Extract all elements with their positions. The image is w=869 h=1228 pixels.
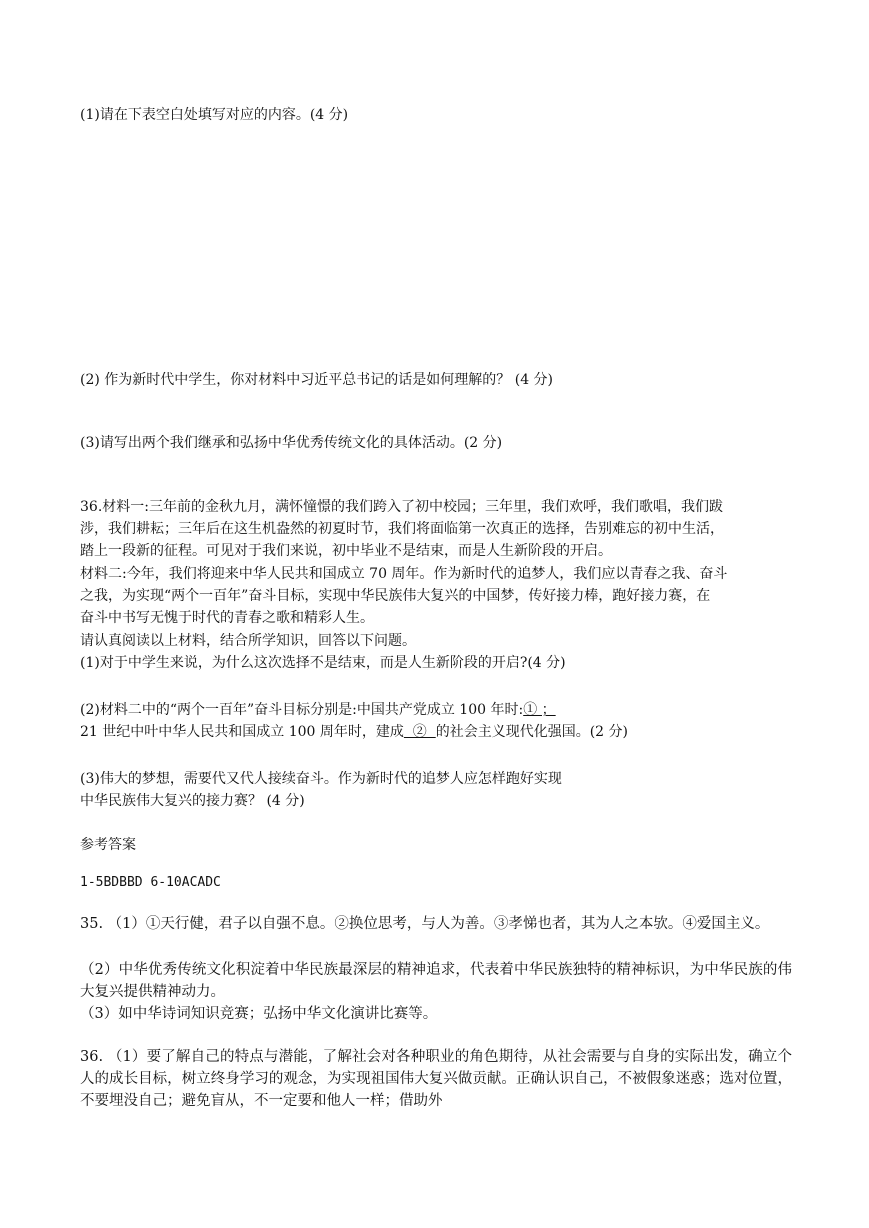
- q36-part2-text: (2)材料二中的“两个一百年”奋斗目标分别是:中国共产党成立 100 年时:: [80, 702, 524, 718]
- q36-part1: (1)对于中学生来说，为什么这次选择不是结束，而是人生新阶段的开启?(4 分): [80, 655, 566, 671]
- answers-heading: 参考答案: [80, 837, 136, 853]
- q36-instruction: 请认真阅读以上材料，结合所学知识，回答以下问题。: [80, 633, 416, 649]
- answer-35-part1: 35. （1）①天行健，君子以自强不息。②换位思考，与人为善。③孝悌也者，其为人之本欤。④爱国主义。: [80, 916, 770, 932]
- answer-35-part2: （2）中华优秀传统文化积淀着中华民族最深层的精神追求，代表着中华民族独特的精神标识，为中华民族的伟大复兴提供精神动力。: [80, 962, 792, 1000]
- q36-part3-line2: 中华民族伟大复兴的接力赛？ (4 分): [80, 793, 305, 809]
- q36-material2-line1: 材料二:今年，我们将迎来中华人民共和国成立 70 周年。作为新时代的追梦人，我们应以青春之我、奋斗: [80, 566, 728, 582]
- q36-material1-line2: 涉，我们耕耘；三年后在这生机盎然的初夏时节，我们将面临第一次真正的选择，告别难忘的初中生活，: [80, 521, 724, 537]
- q36-part2-line2: [80, 721, 628, 743]
- blank-2: ②: [403, 724, 436, 740]
- answers-choice: 1-5BDBBD 6-10ACADC: [80, 875, 221, 890]
- blank-1: ① ；: [523, 702, 556, 718]
- q36-material2-line3: 奋斗中书写无愧于时代的青春之歌和精彩人生。: [80, 610, 374, 626]
- q36-part2-text: 21 世纪中叶中华人民共和国成立 100 周年时，建成: [80, 724, 404, 740]
- q36-material1-line1: 36.材料一:三年前的金秋九月，满怀憧憬的我们跨入了初中校园；三年里，我们欢呼，我们歌唱，我们跋: [80, 499, 723, 515]
- q36-material2-line2: 之我，为实现“两个一百年”奋斗目标，实现中华民族伟大复兴的中国梦，传好接力棒，跑好接力赛，在: [80, 588, 711, 604]
- q36-material1-line3: 踏上一段新的征程。可见对于我们来说，初中毕业不是结束，而是人生新阶段的开启。: [80, 543, 612, 559]
- q36-part2-text: 的社会主义现代化强国。(2 分): [435, 724, 628, 740]
- q36-part2-line1: [80, 699, 556, 721]
- q36-part3-line1: (3)伟大的梦想，需要代又代人接续奋斗。作为新时代的追梦人应怎样跑好实现: [80, 771, 562, 787]
- q35-part1: (1)请在下表空白处填写对应的内容。(4 分): [80, 107, 349, 123]
- answer-35-part3: （3）如中华诗词知识竞赛；弘扬中华文化演讲比赛等。: [80, 1006, 438, 1022]
- q35-part3: (3)请写出两个我们继承和弘扬中华优秀传统文化的具体活动。(2 分): [80, 435, 503, 451]
- answer-36-part1: 36. （1）要了解自己的特点与潜能，了解社会对各种职业的角色期待，从社会需要与自身的实际出发，确立个人的成长目标，树立终身学习的观念，为实现祖国伟大复兴做贡献。正确认识自己，不被假象迷惑；选对位置，不要埋没自己；避免盲从，不一定要和他人一样；借助外: [80, 1049, 792, 1109]
- q35-part2: (2) 作为新时代中学生，你对材料中习近平总书记的话是如何理解的？ (4 分): [80, 372, 554, 388]
